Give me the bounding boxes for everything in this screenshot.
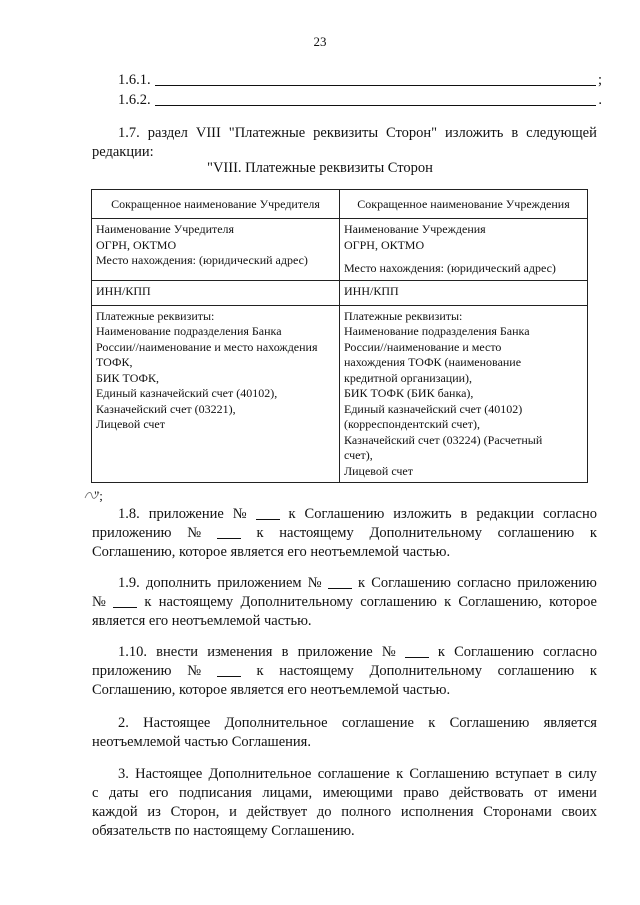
word: Соглашению <box>454 644 534 660</box>
word: от <box>534 785 548 801</box>
word: вступает <box>495 766 549 782</box>
word: соглашению <box>360 594 437 610</box>
cell-line: Место нахождения: (юридический адрес) <box>96 253 308 267</box>
text-line: редакции: <box>92 144 154 160</box>
word: имеющими <box>322 785 393 801</box>
word: в <box>511 125 519 141</box>
cell-line: ОГРН, ОКТМО <box>344 237 425 252</box>
section-heading: "VIII. Платежные реквизиты Сторон <box>207 160 433 176</box>
word: приложением <box>217 575 302 591</box>
word: дополнить <box>145 575 212 591</box>
word: изложить <box>445 125 504 141</box>
word: исполнения <box>400 804 474 820</box>
cell-line: БИК ТОФК, <box>96 370 160 385</box>
word: действовать <box>449 785 524 801</box>
word: 1.8. <box>118 506 140 522</box>
word: следующей <box>526 125 597 141</box>
word: редакции <box>476 506 534 522</box>
word: раздел <box>147 125 188 141</box>
word: соглашение <box>317 766 390 782</box>
word: своих <box>561 804 597 820</box>
cell-line: России//наименование и место нахождения <box>96 339 318 354</box>
word: Соглашению <box>371 575 451 591</box>
cell-line: Наименование Учредителя <box>96 222 235 236</box>
cell-line: Платежные реквизиты: <box>344 308 463 323</box>
word: Сторонами <box>483 804 552 820</box>
paragraph-3 <box>92 765 597 841</box>
word: 1.9. <box>118 575 140 591</box>
text-line: является его неотъемлемой частью. <box>92 613 312 629</box>
word: № <box>187 663 202 679</box>
text-line: Соглашению, которое является его неотъемлемой частью. <box>92 544 451 560</box>
word: к <box>144 594 152 610</box>
word: Сторон" <box>386 125 438 141</box>
word: настоящему <box>158 594 234 610</box>
word: 1.10. <box>118 644 147 660</box>
item-label: 1.6.1. <box>118 72 151 88</box>
word: каждой <box>92 804 138 820</box>
cell-line: ОГРН, ОКТМО <box>96 237 177 252</box>
word: соглашению <box>497 525 575 541</box>
word: согласно <box>457 575 512 591</box>
word: его <box>149 785 169 801</box>
word: Сторон, <box>170 804 220 820</box>
item-1-6-1 <box>118 72 602 89</box>
word: настоящему <box>279 663 354 679</box>
word: Соглашению <box>304 506 385 522</box>
header-institution: Сокращенное наименование Учреждения <box>340 190 588 219</box>
blank-field <box>405 643 429 658</box>
cell-line: ИНН/КПП <box>344 283 399 298</box>
word: соглашению <box>497 663 575 679</box>
margin-mark <box>83 488 101 502</box>
word: подписания <box>179 785 252 801</box>
word: Дополнительное <box>208 766 312 782</box>
word: в <box>555 766 563 782</box>
word: действует <box>246 804 308 820</box>
cell-line: Наименование подразделения Банка <box>96 324 282 338</box>
cell-line: Казначейский счет (03221), <box>96 401 236 416</box>
word: настоящему <box>279 525 354 541</box>
cell-line: Наименование Учреждения <box>344 222 486 236</box>
word: к <box>256 525 264 541</box>
table-cell <box>92 305 340 483</box>
word: является <box>543 715 597 731</box>
cell-line: нахождения ТОФК (наименование <box>344 355 522 369</box>
word: к <box>589 663 597 679</box>
cell-line: Лицевой счет <box>344 463 414 478</box>
word: соглашение <box>341 715 414 731</box>
text-line: неотъемлемой частью Соглашения. <box>92 734 311 750</box>
word: к <box>396 766 404 782</box>
table-closing-quote: "; <box>94 488 103 503</box>
word: приложению <box>92 525 172 541</box>
cell-line: ИНН/КПП <box>96 283 151 298</box>
table-row <box>92 219 588 281</box>
cell-spacer <box>344 253 583 261</box>
word: которое <box>549 594 597 610</box>
word: № <box>381 644 396 660</box>
text-line: Соглашению, которое является его неотъемлемой частью. <box>92 682 451 698</box>
word: согласно <box>542 644 597 660</box>
word: приложение <box>148 506 224 522</box>
word: с <box>92 785 99 801</box>
word: согласно <box>542 506 597 522</box>
table-cell <box>92 219 340 281</box>
paragraph-1-10 <box>92 643 597 700</box>
word: Дополнительному <box>240 594 353 610</box>
paragraph-1-9 <box>92 574 597 631</box>
word: имени <box>558 785 597 801</box>
cell-line: ТОФК, <box>96 355 133 369</box>
word: к <box>357 575 366 591</box>
word: приложению <box>92 663 172 679</box>
word: и <box>229 804 237 820</box>
word: 2. <box>118 715 129 731</box>
cell-line: Платежные реквизиты: <box>96 308 215 323</box>
word: в <box>460 506 468 522</box>
word: Соглашению, <box>458 594 542 610</box>
cell-line: счет), <box>344 448 373 462</box>
word: к <box>288 506 296 522</box>
table-header-row <box>92 190 588 219</box>
word: 1.7. <box>118 125 140 141</box>
cell-line: Казначейский счет (03224) (Расчетный <box>344 432 543 447</box>
cell-line: Место нахождения: (юридический адрес) <box>344 261 556 275</box>
fill-in-line <box>155 73 596 86</box>
table-cell <box>340 219 588 281</box>
word: "Платежные <box>228 125 306 141</box>
text-line: обязательств по настоящему Соглашению. <box>92 823 355 839</box>
cell-line: Единый казначейский счет (40102) <box>344 401 523 416</box>
word: до <box>316 804 332 820</box>
word: Дополнительное <box>224 715 328 731</box>
table-cell <box>92 280 340 305</box>
table-row <box>92 305 588 483</box>
cell-line: кредитной организации), <box>344 370 473 385</box>
word: 3. <box>118 766 129 782</box>
word: VIII <box>195 125 221 141</box>
word: в <box>281 644 289 660</box>
page-number: 23 <box>313 34 327 49</box>
word: к <box>256 663 264 679</box>
paragraph-2 <box>92 714 597 752</box>
word: Дополнительному <box>369 525 482 541</box>
word: Соглашению <box>449 715 530 731</box>
word: № <box>307 575 322 591</box>
blank-field <box>328 574 352 589</box>
word: Настоящее <box>135 766 203 782</box>
table-cell <box>340 280 588 305</box>
word: № <box>187 525 202 541</box>
word: приложение <box>297 644 373 660</box>
word: из <box>147 804 161 820</box>
word: право <box>403 785 439 801</box>
cell-line: БИК ТОФК (БИК банка), <box>344 386 474 400</box>
cell-line: (корреспондентский счет), <box>344 417 480 431</box>
payment-details-table <box>91 189 588 483</box>
word: к <box>444 594 452 610</box>
word: № <box>232 506 247 522</box>
cell-line: Лицевой счет <box>96 417 166 431</box>
blank-field <box>217 524 241 539</box>
blank-field <box>256 505 280 520</box>
blank-field <box>217 662 241 677</box>
word: реквизиты <box>313 125 379 141</box>
word: № <box>92 594 106 610</box>
cell-line: России//наименование и место <box>344 339 502 354</box>
fill-in-line <box>155 93 597 106</box>
item-end-punct: . <box>598 92 602 108</box>
word: приложению <box>517 575 597 591</box>
header-founder: Сокращенное наименование Учредителя <box>92 190 340 219</box>
word: полного <box>341 804 392 820</box>
word: к <box>437 644 445 660</box>
word: Дополнительному <box>369 663 482 679</box>
word: внести <box>156 644 199 660</box>
word: даты <box>109 785 139 801</box>
paragraph-1-7 <box>92 124 597 162</box>
word: Настоящее <box>143 715 211 731</box>
table-cell <box>340 305 588 483</box>
word: силу <box>568 766 597 782</box>
cell-line: Единый казначейский счет (40102), <box>96 386 278 400</box>
item-label: 1.6.2. <box>118 92 151 108</box>
cell-line: Наименование подразделения Банка <box>344 324 530 338</box>
blank-field <box>113 593 137 608</box>
word: лицами, <box>262 785 313 801</box>
paragraph-1-8 <box>92 505 597 562</box>
table-row <box>92 280 588 305</box>
word: Соглашению <box>409 766 490 782</box>
word: к <box>428 715 436 731</box>
word: изложить <box>393 506 452 522</box>
word: изменения <box>207 644 273 660</box>
item-1-6-2 <box>118 92 602 109</box>
item-end-punct: ; <box>597 72 602 88</box>
word: к <box>589 525 597 541</box>
